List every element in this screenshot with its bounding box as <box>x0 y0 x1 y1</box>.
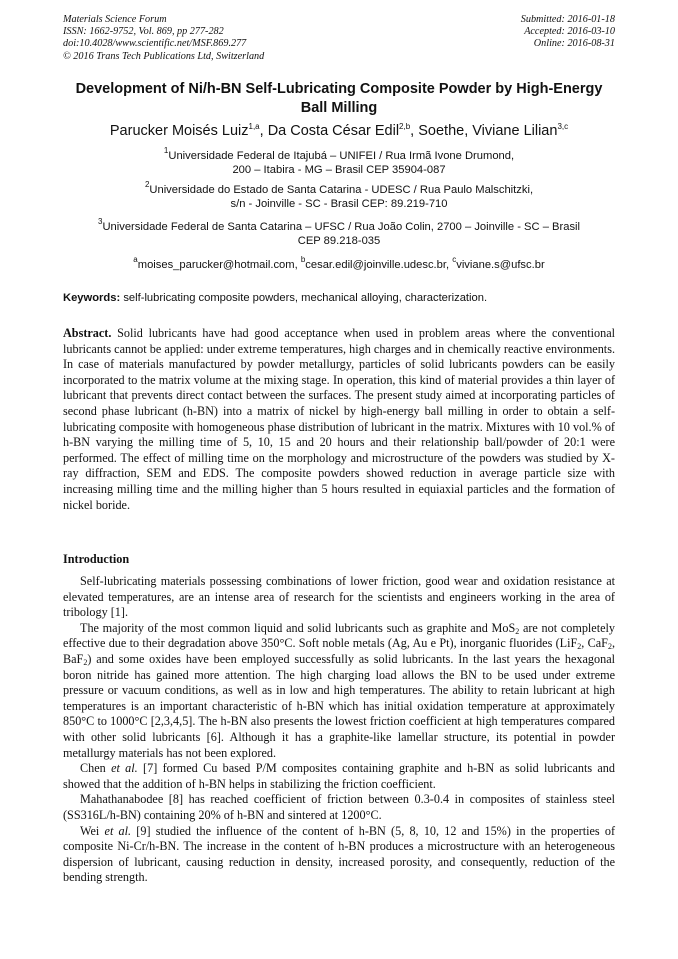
affiliation-num: 3 <box>97 217 103 226</box>
author-name: Soethe, Viviane Lilian <box>418 123 558 139</box>
accepted-date: Accepted: 2016-03-10 <box>524 26 615 38</box>
paper-title: Development of Ni/h-BN Self-Lubricating Composite Powder by High-Energy Ball Milling <box>75 81 603 116</box>
affiliation-1 <box>63 146 615 177</box>
text-run: Chen <box>80 761 112 776</box>
affiliation-line: 200 – Itabira - MG – Brasil CEP 35904-087 <box>232 164 446 176</box>
text-run: , CaF <box>581 636 608 651</box>
author-sup: 2,b <box>399 122 411 131</box>
copyright: © 2016 Trans Tech Publications Ltd, Switzerland <box>63 50 265 62</box>
section-heading-introduction: Introduction <box>63 552 130 566</box>
author-name: Parucker Moisés Luiz <box>109 123 249 139</box>
email-sup: b <box>300 255 306 264</box>
affiliation-num: 1 <box>163 146 169 155</box>
keywords-text: self-lubricating composite powders, mechanical alloying, characterization. <box>123 292 488 304</box>
affiliation-3 <box>63 217 615 248</box>
email-link[interactable]: moises_parucker@hotmail.com, <box>137 259 298 271</box>
email-list <box>63 255 615 272</box>
subscript: 2 <box>515 626 520 636</box>
subscript: 2 <box>577 642 582 652</box>
online-date: Online: 2016-08-31 <box>533 38 615 50</box>
text-run: [7] formed Cu based P/M composites containing graphite and h-BN as solid lubricants and showed that the addition of h-BN helps in stabilizing the friction coefficient. <box>63 761 615 791</box>
doi[interactable]: doi:10.4028/www.scientific.net/MSF.869.277 <box>63 38 247 50</box>
affiliation-2 <box>63 180 615 211</box>
affiliation-line: CEP 89.218-035 <box>297 235 381 247</box>
author-sup: 3,c <box>557 122 569 131</box>
et-al: et al. <box>104 823 132 838</box>
author-sup: 1,a <box>248 122 260 131</box>
affiliation-line: Universidade Federal de Itajubá – UNIFEI / Rua Irmã Ivone Drumond, <box>168 150 515 162</box>
header-right <box>521 14 615 51</box>
paragraph <box>63 621 615 761</box>
abstract-text: Solid lubricants have had good acceptance when used in problem areas where the conventional lubricants cannot be applied: under extreme temperatures, high charges and in chemically reactive environments. In case of materials manufactured by powder metallurgy, particles of solid lubricants powders can be easily incorporated to the matrix volume at the mixing stage. In operation, this kind of material provides a thin layer of lubricant that prevents direct contact between the surfaces. The present study aimed at incorporating particles of second phase lubricant (h-BN) into a matrix of nickel by high-energy ball milling in order to obtain a self-lubricating composite with homogeneous phase distribution of lubricant in the matrix. Mixtures with 10 vol.% of h-BN varying the milling time of 5, 10, 15 and 20 hours and their relationship ball/powder of 20:1 were performed. The effect of milling time on the morphology and microstructure of the powders was studied by X-ray diffraction, SEM and EDS. The composite powders showed reduction in average particle size with increasing milling time and the milling higher than 5 hours resulted in equiaxial particles and the formation of nickel boride. <box>63 326 615 512</box>
introduction-body <box>63 574 615 886</box>
author-name: Da Costa César Edil <box>267 123 400 139</box>
affiliation-line: Universidade do Estado de Santa Catarina - UDESC / Rua Paulo Malschitzki, <box>149 184 534 196</box>
subscript: 2 <box>607 642 612 652</box>
email-link[interactable]: cesar.edil@joinville.udesc.br, <box>305 259 450 271</box>
journal-name: Materials Science Forum <box>63 14 167 25</box>
abstract-label: Abstract. <box>63 326 112 340</box>
keywords-label: Keywords: <box>63 292 121 304</box>
email-sup: c <box>452 255 457 264</box>
email-sup: a <box>133 255 138 264</box>
subscript: 2 <box>83 657 88 667</box>
text-run: ) and some oxides have been employed successfully as solid lubricants. In the last years the hexagonal boron nitride has gained more attention. The high charging load allows the BN to be used under extreme pressure or vacuum conditions, as well as in low and high temperatures. The ability to retain lubricant at high temperatures is an important characteristic of h-BN which has initial oxidation temperature at approximately 850°C to 1000°C [2,3,4,5]. The h-BN also presents the lowest friction coefficient at high temperatures compared with other solid lubricants [6]. Although it has a graphite-like lamellar structure, its potential in powder metallurgy materials has not been explored. <box>63 651 615 760</box>
affiliation-num: 2 <box>144 180 150 189</box>
email-link[interactable]: viviane.s@ufsc.br <box>456 259 545 271</box>
text-run: , BaF <box>63 636 615 666</box>
affiliation-line: s/n - Joinville - SC - Brasil CEP: 89.219-710 <box>230 198 448 210</box>
affiliation-line: Universidade Federal de Santa Catarina – UFSC / Rua João Colin, 2700 – Joinville - SC – Brasil <box>102 221 581 233</box>
paragraph: Self-lubricating materials possessing combinations of lower friction, good wear and oxidation resistance at elevated temperatures, are an intense area of research for the scientists and engineers working in the area of tribology [1]. <box>63 574 615 620</box>
et-al: et al. <box>111 761 138 776</box>
paragraph <box>63 824 615 886</box>
paragraph <box>63 761 615 792</box>
text-run: Wei <box>80 823 105 838</box>
submitted-date: Submitted: 2016-01-18 <box>520 14 615 25</box>
header-left <box>63 14 264 63</box>
keywords <box>63 291 615 305</box>
text-run: The majority of the most common liquid and solid lubricants such as graphite and MoS <box>80 620 516 635</box>
abstract <box>63 326 615 513</box>
author-list: Parucker Moisés Luiz$^{1,a}$, Da Costa César Edil$^{2,b}$, Soethe, Viviane Lilian$^{3,c}$ <box>109 122 569 139</box>
paragraph: Mahathanabodee [8] has reached coefficient of friction between 0.3-0.4 in composites of stainless steel (SS316L/h-BN) containing 20% of h-BN and sintered at 1200°C. <box>63 792 615 822</box>
text-run: are not completely effective due to their degradation above 350°C. Soft noble metals (Ag, Au e Pt), inorganic fluorides (LiF <box>63 620 615 651</box>
text-run: [9] studied the influence of the content of h-BN (5, 8, 10, 12 and 15%) in the properties of composite Ni-Cr/h-BN. The increase in the content of h-BN produces a microstructure with an heterogeneous dispersion of lubricant, causing reduction in density, increased porosity, and consequently, reduction of the bending strength. <box>63 823 615 885</box>
issn: ISSN: 1662-9752, Vol. 869, pp 277-282 <box>63 26 224 38</box>
